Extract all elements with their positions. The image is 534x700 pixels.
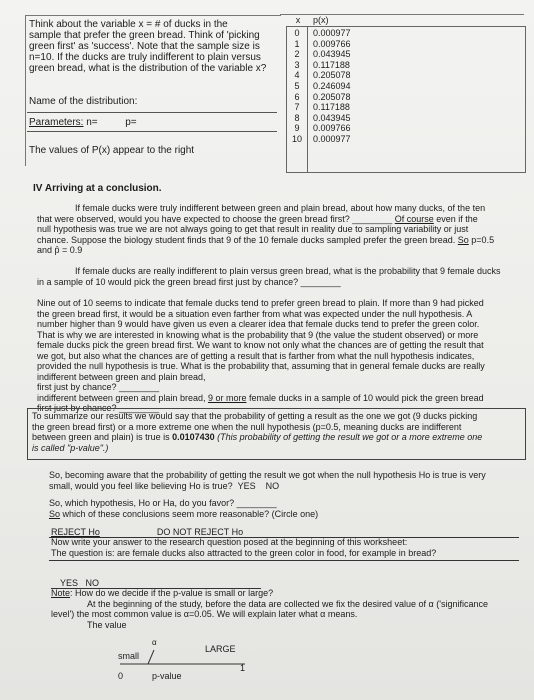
p2-line-1: If female ducks are really indifferent to plain versus green bread, what is the probability that 9 female ducks [75,266,501,276]
note-line-1: Note: How do we decide if the p-value is small or large? [51,588,274,598]
table-x-cell: 5 [294,80,300,91]
table-header-px: p(x) [313,15,329,25]
research-question [51,537,521,558]
p3-line-5: female ducks pick the green bread first. We want to know not only what the chances are of getting the result that [37,340,484,350]
hypothesis-line-2: So which of these conclusions seem more reasonable? (Circle one) [49,508,319,519]
p3-line-7: provided the null hypothesis is true. What is the probability that, assuming that in general female ducks are really [37,361,485,371]
table-x-cell: 2 [294,49,300,60]
p3-line-1: Nine out of 10 seems to indicate that female ducks tend to prefer green bread to plain. If more than 9 had picked [37,298,484,308]
table-px-cell: 0.000977 [313,133,351,144]
table-header-x: x [295,15,301,25]
parameters-row [29,117,137,128]
question-text [29,19,279,74]
no-option[interactable]: NO [265,480,280,491]
table-x-cell: 6 [294,91,300,102]
table-px-cell: 0.246094 [313,80,351,91]
table-x-cell: 3 [294,59,300,70]
aware-line-2: small, would you feel like believing Ho is true? YES NO [49,480,280,491]
paragraph-2 [37,266,527,287]
note-line-4: The value [87,619,127,630]
reject-option[interactable]: REJECT Ho [51,527,100,537]
research-line-1: Now write your answer to the research question posed at the beginning of this worksheet: [51,537,408,547]
alpha-symbol: α [152,638,157,647]
table-x-cell: 4 [294,70,300,81]
table-x-cell: 8 [294,112,300,123]
small-label: small [118,651,140,661]
table-px-cell: 0.043945 [313,112,351,123]
p1-line-3: null hypothesis was true we are not always going to get that result in reality due to sampling variability or just [37,224,469,234]
yes-option-2[interactable]: YES [60,578,79,588]
p3-line-3: number higher than 9 would have given us even a clearer idea that female ducks tend to prefer the green color. [37,319,480,329]
research-line-2: The question is: are female ducks also attracted to the green color in food, for example in bread? [51,547,437,558]
summary-text [32,411,522,453]
p3-line-8: indifferent between green and plain bread, [37,371,206,382]
table-x-cell: 9 [294,123,300,134]
no-option-2[interactable]: NO [85,578,100,588]
rule-2 [49,560,519,561]
aware-line-1: So, becoming aware that the probability of getting the result we got when the null hypothesis Ho is true is very [49,470,486,480]
table-px-cell: 0.000977 [313,28,351,38]
table-x-column [287,28,307,145]
p-value-axis-label: p-value [152,671,182,681]
table-px-cell: 0.205078 [313,91,351,102]
summary-line-1: To summarize our results we would say that the probability of getting a result as the one we got (9 ducks picking [32,411,478,421]
table-x-cell: 10 [291,133,302,144]
parameters-label: Parameters: [29,117,84,128]
divider-2 [27,131,277,132]
choices-row [51,527,243,538]
table-x-cell: 0 [294,28,300,38]
table-px-cell: 0.117188 [313,59,350,70]
divider-1 [27,112,277,113]
question-line-5: green bread, what is the distribution of the variable x? [29,63,267,74]
p3-line-11: first just by chance? ________ [37,403,160,413]
hypothesis-question [49,498,519,519]
p1-so: So [457,234,469,245]
question-line-2: sample that prefer the green bread. Think of 'picking [29,30,260,41]
p3-line-10: indifferent between green and plain bread, 9 or more female ducks in a sample of 10 would pick the green bread [37,392,484,403]
table-x-cell: 7 [294,102,300,113]
p1-line-1: If female ducks were truly indifferent between green and plain bread, about how many ducks, of the ten [75,203,486,213]
note-line-3: level') the most common value is α=0.05. We will explain later what α means. [51,609,358,619]
p3-line-9: first just by chance? ________ [37,382,160,392]
p3-nine-or-more: 9 or more [207,392,247,403]
p1-of-course: Of course [394,213,434,224]
section-heading: IV Arriving at a conclusion. [33,183,162,194]
distribution-table [286,26,526,173]
summary-line-4: is called "p-value".) [32,442,109,453]
hypothesis-line-1: So, which hypothesis, Ho or Ha, do you favor? ________ [49,498,277,508]
table-px-cell: 0.117188 [313,102,350,113]
note-line-2: At the beginning of the study, before the data are collected we fix the desired value of α ('significance [87,598,488,609]
note-label: Note [51,588,71,598]
zero-label: 0 [118,671,124,681]
p2-line-2: in a sample of 10 would pick the green bread first just by chance? ________ [37,276,341,287]
yes-option[interactable]: YES [237,480,256,491]
question-line-1: Think about the variable x = # of ducks in the [29,19,228,30]
do-not-reject-option[interactable]: DO NOT REJECT Ho [156,527,244,537]
p1-line-4: chance. Suppose the biology student finds that 9 of the 10 female ducks sampled prefer the green bread. So p=0.5 [37,234,495,245]
summary-line-3: between green and plain) is true is 0.0107430 (This probability of getting the result we got or a more extreme one [32,432,483,442]
large-label: LARGE [205,644,236,654]
table-px-cell: 0.043945 [313,49,351,60]
p3-line-4: That is why we are interested in knowing what is the probability that 9 (the value the student observed) or more [37,329,479,340]
table-px-cell: 0.205078 [313,70,351,81]
one-label: 1 [240,663,246,673]
p1-line-2: that were observed, would you have expected to choose the green bread first? ________ Of course even if the [37,213,478,224]
param-n-label: n= [86,117,98,128]
table-px-cell: 0.009766 [313,38,351,49]
p-value-number: 0.0107430 [172,432,215,442]
table-px-cell: 0.009766 [313,123,351,134]
question-line-3: green first' as 'success'. Note that the sample size is [29,41,260,52]
px-right-label: The values of P(x) appear to the right [29,145,195,156]
aware-question [49,470,519,491]
summary-line-2: the green bread first) or a more extreme one when the null hypothesis (p=0.5, meaning ducks are indifferent [32,421,462,432]
table-px-column [313,28,351,145]
p1-line-5: and p̂ = 0.9 [37,245,83,255]
alpha-tick [148,650,154,664]
distribution-name-label: Name of the distribution: [29,96,138,107]
yes-no-row [60,578,99,589]
table-x-cell: 1 [294,38,300,49]
paragraph-1 [37,203,527,256]
param-p-label: p= [125,117,137,128]
p3-line-6: we got, but also what the chances are of getting a result that is farther from what the null hypothesis indicates, [37,350,475,361]
paragraph-3 [37,298,527,414]
p3-line-2: the green bread first, it would be a situation even farther from what was expected under the null hypothesis. A [37,308,473,319]
so-link: So [49,508,61,519]
question-line-4: n=10. If the ducks are truly indifferent to plain versus [29,52,261,63]
note-text [51,588,526,630]
